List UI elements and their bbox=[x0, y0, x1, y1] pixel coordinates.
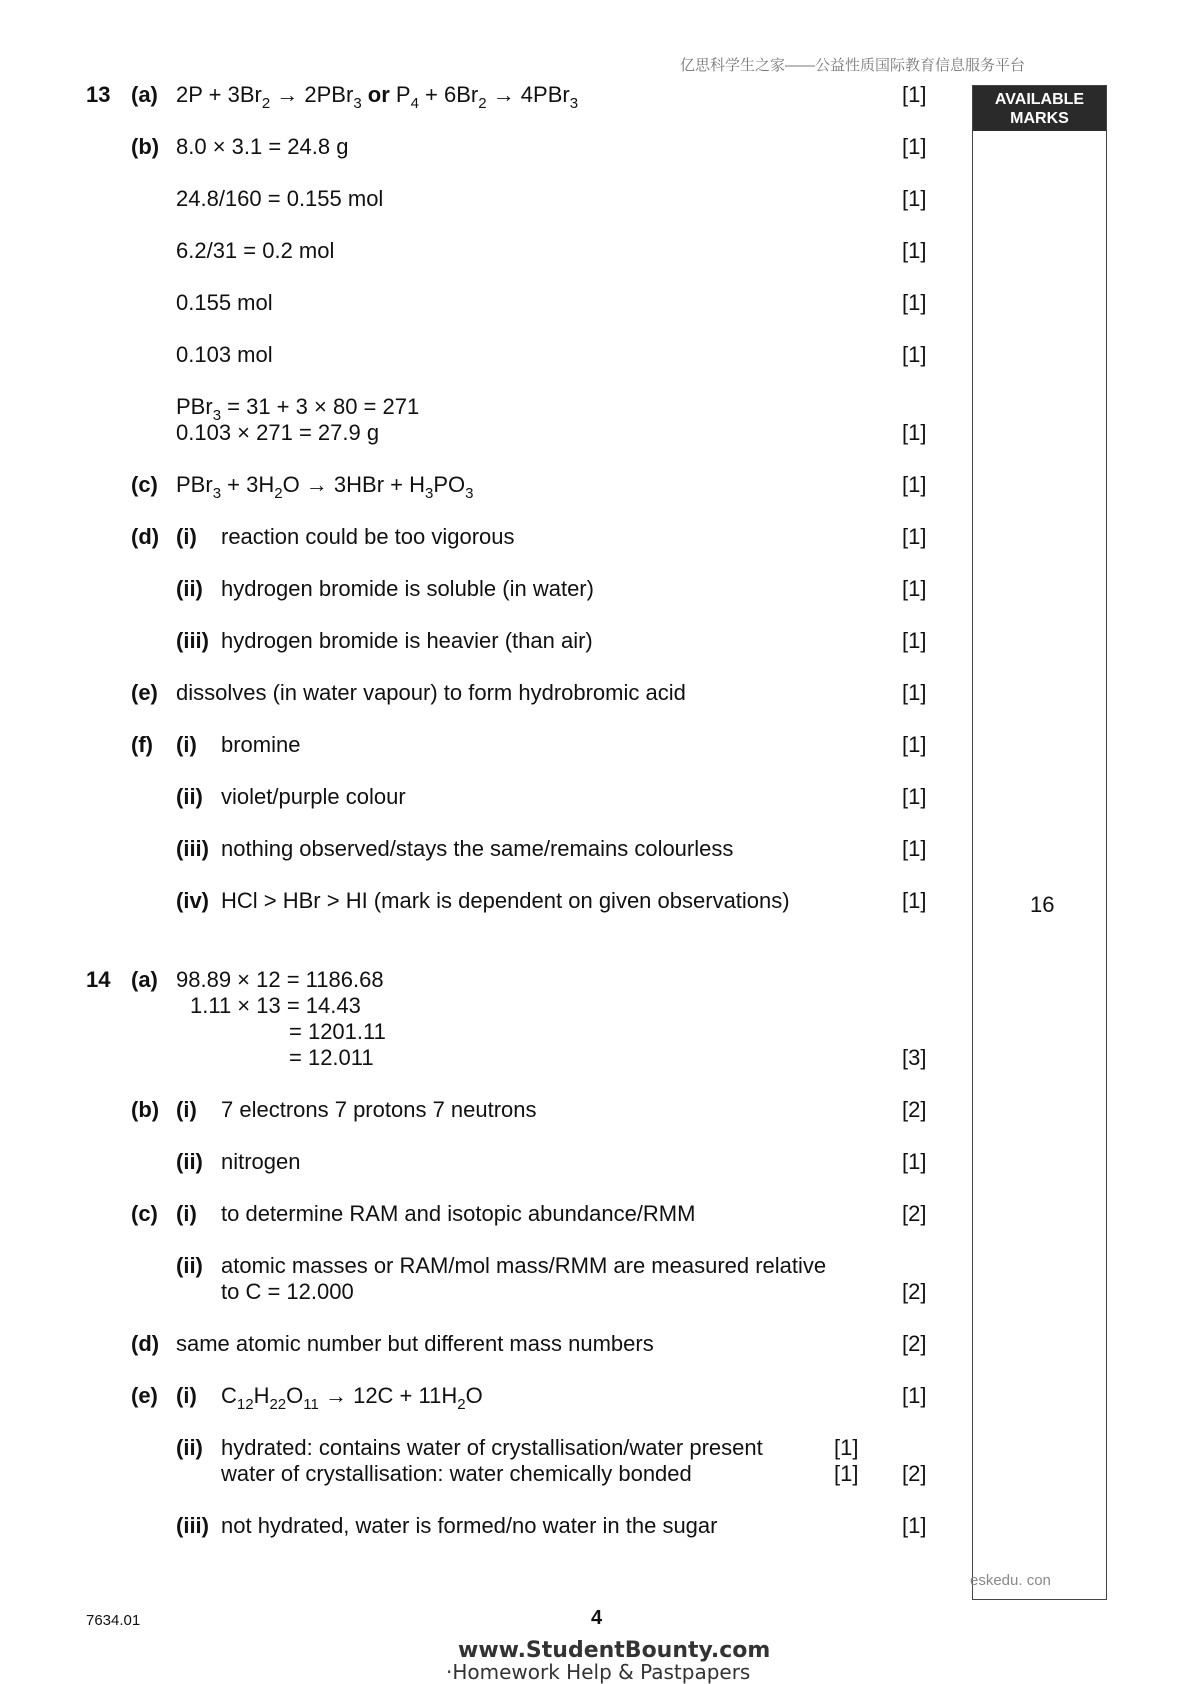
q14-e-ii-text1: hydrated: contains water of crystallisation/water present bbox=[221, 1435, 763, 1460]
q13-b-line4: 0.155 mol bbox=[176, 290, 273, 315]
q13-a-equation: $2P + 3Br_2 \to 2PBr_3$ or $P_4 + 6Br_2 \to 4PBr_3$ bbox=[176, 82, 579, 112]
q13-f-i-text: bromine bbox=[221, 732, 301, 757]
header-watermark: 亿思科学生之家——公益性质国际教育信息服务平台 bbox=[680, 57, 1026, 74]
q14-d-text: same atomic number but different mass numbers bbox=[176, 1331, 654, 1356]
q13-f-iii-mark: [1] bbox=[902, 836, 927, 861]
q13-d-ii-mark: [1] bbox=[902, 576, 927, 601]
q13-d-ii-label: (ii) bbox=[176, 576, 203, 601]
q13-f-iv-mark: [1] bbox=[902, 888, 927, 913]
q14-b-i-mark: [2] bbox=[902, 1097, 927, 1122]
q13-f-ii-mark: [1] bbox=[902, 784, 927, 809]
q13-number: 13 bbox=[86, 82, 111, 107]
q14-e-ii-mark: [2] bbox=[902, 1461, 927, 1486]
q14-c-ii-text2: to C = 12.000 bbox=[221, 1279, 354, 1304]
q13-b-mark4: [1] bbox=[902, 290, 927, 315]
q13-d-iii-mark: [1] bbox=[902, 628, 927, 653]
q14-e-iii-text: not hydrated, water is formed/no water in the sugar bbox=[221, 1513, 718, 1538]
q13-a-label: (a) bbox=[131, 82, 158, 107]
q14-b-i-label: (i) bbox=[176, 1097, 197, 1122]
q14-a-mark: [3] bbox=[902, 1045, 927, 1070]
q14-b-ii-text: nitrogen bbox=[221, 1149, 301, 1174]
q14-e-ii-submark2: [1] bbox=[834, 1461, 859, 1486]
q13-d-ii-text: hydrogen bromide is soluble (in water) bbox=[221, 576, 594, 601]
q13-f-label: (f) bbox=[131, 732, 153, 757]
q13-a-mark: [1] bbox=[902, 82, 927, 107]
q14-d-label: (d) bbox=[131, 1331, 160, 1356]
q14-number: 14 bbox=[86, 967, 111, 992]
q14-e-i-label: (i) bbox=[176, 1383, 197, 1408]
q14-e-iii-label: (iii) bbox=[176, 1513, 209, 1538]
q13-total-marks: 16 bbox=[1030, 892, 1055, 917]
q13-b-line6a: PBr$_3$ = 31 + 3 × 80 = 271 bbox=[176, 394, 420, 424]
q13-b-mark6: [1] bbox=[902, 420, 927, 445]
q14-c-label: (c) bbox=[131, 1201, 158, 1226]
q14-a-line4: = 12.011 bbox=[289, 1045, 374, 1070]
q13-d-label: (d) bbox=[131, 524, 160, 549]
q13-f-iii-text: nothing observed/stays the same/remains colourless bbox=[221, 836, 734, 861]
q14-e-ii-text2: water of crystallisation: water chemically bonded bbox=[221, 1461, 692, 1486]
page-number: 4 bbox=[591, 1607, 603, 1629]
q13-e-text: dissolves (in water vapour) to form hydrobromic acid bbox=[176, 680, 686, 705]
q13-f-ii-text: violet/purple colour bbox=[221, 784, 406, 809]
q13-b-mark1: [1] bbox=[902, 134, 927, 159]
q13-f-iii-label: (iii) bbox=[176, 836, 209, 861]
q14-b-i-text: 7 electrons 7 protons 7 neutrons bbox=[221, 1097, 537, 1122]
q14-e-label: (e) bbox=[131, 1383, 158, 1408]
site-watermark-line2: ·Homework Help & Pastpapers bbox=[446, 1660, 751, 1684]
q14-e-ii-submark1: [1] bbox=[834, 1435, 859, 1460]
q13-b-line2: 24.8/160 = 0.155 mol bbox=[176, 186, 384, 211]
q13-d-iii-label: (iii) bbox=[176, 628, 209, 653]
q14-a-line1: 98.89 × 12 = 1186.68 bbox=[176, 967, 384, 992]
q13-b-label: (b) bbox=[131, 134, 160, 159]
q14-a-line3: = 1201.11 bbox=[289, 1019, 386, 1044]
q13-f-iv-text: HCl > HBr > HI (mark is dependent on given observations) bbox=[221, 888, 790, 913]
q13-f-i-mark: [1] bbox=[902, 732, 927, 757]
q13-c-label: (c) bbox=[131, 472, 158, 497]
q13-b-line3: 6.2/31 = 0.2 mol bbox=[176, 238, 335, 263]
paper-code: 7634.01 bbox=[86, 1612, 141, 1629]
q13-e-mark: [1] bbox=[902, 680, 927, 705]
q14-e-i-equation: $C_{12}H_{22}O_{11} \to 12C + 11H_2O$ bbox=[221, 1383, 483, 1413]
q14-e-i-mark: [1] bbox=[902, 1383, 927, 1408]
q14-b-ii-mark: [1] bbox=[902, 1149, 927, 1174]
q14-b-label: (b) bbox=[131, 1097, 160, 1122]
site-watermark-line1: www.StudentBounty.com bbox=[458, 1638, 771, 1663]
q13-b-line6b: 0.103 × 271 = 27.9 g bbox=[176, 420, 380, 445]
q13-d-i-text: reaction could be too vigorous bbox=[221, 524, 515, 549]
q13-f-i-label: (i) bbox=[176, 732, 197, 757]
q14-e-iii-mark: [1] bbox=[902, 1513, 927, 1538]
q14-a-label: (a) bbox=[131, 967, 158, 992]
q13-f-iv-label: (iv) bbox=[176, 888, 209, 913]
q14-c-i-text: to determine RAM and isotopic abundance/RMM bbox=[221, 1201, 696, 1226]
q13-f-ii-label: (ii) bbox=[176, 784, 203, 809]
q14-c-ii-text1: atomic masses or RAM/mol mass/RMM are measured relative bbox=[221, 1253, 827, 1278]
q13-b-line5: 0.103 mol bbox=[176, 342, 273, 367]
q13-b-mark3: [1] bbox=[902, 238, 927, 263]
q14-d-mark: [2] bbox=[902, 1331, 927, 1356]
q14-c-i-label: (i) bbox=[176, 1201, 197, 1226]
q13-b-line1: 8.0 × 3.1 = 24.8 g bbox=[176, 134, 349, 159]
q14-e-ii-label: (ii) bbox=[176, 1435, 203, 1460]
q14-c-i-mark: [2] bbox=[902, 1201, 927, 1226]
q13-b-mark5: [1] bbox=[902, 342, 927, 367]
q14-a-line2: 1.11 × 13 = 14.43 bbox=[190, 993, 361, 1018]
q13-d-i-mark: [1] bbox=[902, 524, 927, 549]
q13-c-mark: [1] bbox=[902, 472, 927, 497]
small-watermark: eskedu. con bbox=[970, 1572, 1051, 1589]
q13-c-equation: $PBr_3 + 3H_2O \to 3HBr + H_3PO_3$ bbox=[176, 472, 474, 502]
available-marks-heading: AVAILABLE MARKS bbox=[973, 86, 1106, 131]
q14-c-ii-label: (ii) bbox=[176, 1253, 203, 1278]
q13-e-label: (e) bbox=[131, 680, 158, 705]
q14-c-ii-mark: [2] bbox=[902, 1279, 927, 1304]
available-marks-column bbox=[972, 85, 1107, 1600]
q14-b-ii-label: (ii) bbox=[176, 1149, 203, 1174]
q13-d-i-label: (i) bbox=[176, 524, 197, 549]
q13-d-iii-text: hydrogen bromide is heavier (than air) bbox=[221, 628, 593, 653]
q13-b-mark2: [1] bbox=[902, 186, 927, 211]
